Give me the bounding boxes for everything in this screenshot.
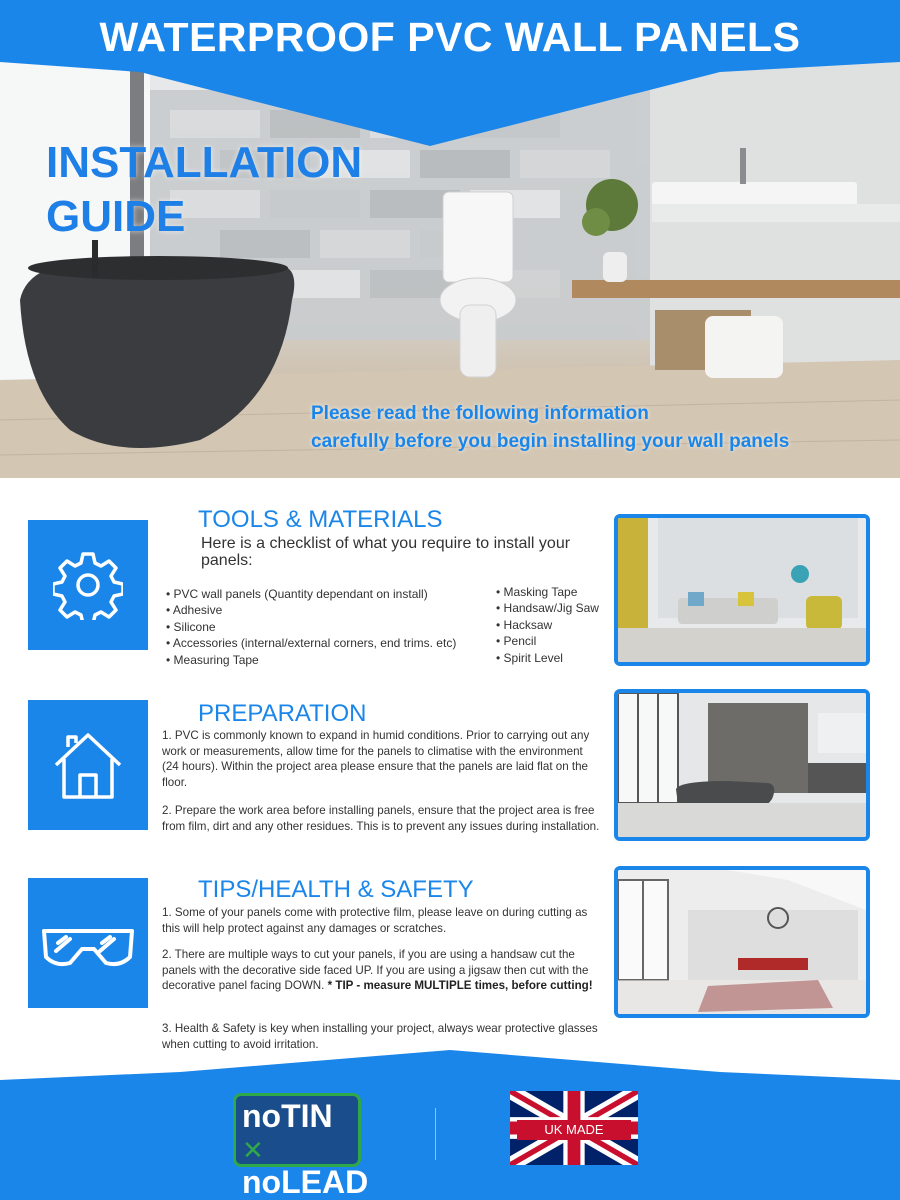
loft-room-photo bbox=[614, 866, 870, 1018]
list-item: • Handsaw/Jig Saw bbox=[496, 600, 599, 616]
list-item: • Measuring Tape bbox=[166, 652, 456, 668]
gear-icon bbox=[53, 550, 123, 620]
tools-list-left bbox=[166, 586, 456, 668]
list-item: • Silicone bbox=[166, 619, 456, 635]
page-title: WATERPROOF PVC WALL PANELS bbox=[99, 14, 801, 60]
tools-title: TOOLS & MATERIALS bbox=[198, 506, 443, 533]
list-item: • Accessories (internal/external corners, end trims. etc) bbox=[166, 635, 456, 651]
hero-note-line1: Please read the following information bbox=[311, 403, 649, 424]
bathroom-photo bbox=[614, 689, 870, 841]
safety-paragraph-3: 3. Health & Safety is key when installing your project, always wear protective glasses when cutting to avoid irritation. bbox=[162, 1022, 598, 1051]
guide-heading-line1: INSTALLATION bbox=[46, 138, 363, 187]
safety-glasses-icon bbox=[40, 913, 136, 973]
loft-room-illustration bbox=[618, 870, 866, 1014]
preparation-icon-box bbox=[28, 700, 148, 830]
uk-made-badge: UK MADE bbox=[517, 1120, 631, 1140]
list-item: • Adhesive bbox=[166, 602, 456, 618]
footer-banner bbox=[0, 1050, 900, 1200]
no-tin-no-lead-logo bbox=[233, 1093, 369, 1200]
hero-note bbox=[311, 400, 789, 456]
safety-tip: * TIP - measure MULTIPLE times, before cutting! bbox=[327, 979, 593, 992]
preparation-title: PREPARATION bbox=[198, 700, 367, 727]
safety-paragraph-2 bbox=[162, 947, 602, 994]
preparation-paragraph-1: 1. PVC is commonly known to expand in humid conditions. Prior to carrying out any work or measurements, allow time for the panels to climatise with the environment (24 hours). Within the project area please ensure that the panels are laid flat on the floor. bbox=[162, 729, 590, 789]
tools-icon-box bbox=[28, 520, 148, 650]
bathroom-interior-illustration bbox=[618, 693, 866, 837]
list-item: • Spirit Level bbox=[496, 650, 599, 666]
guide-heading bbox=[46, 136, 362, 244]
footer-divider bbox=[435, 1108, 436, 1160]
guide-heading-line2: GUIDE bbox=[46, 192, 186, 241]
living-room-illustration bbox=[618, 518, 866, 662]
list-item: • Hacksaw bbox=[496, 617, 599, 633]
logo-line2: noLEAD bbox=[242, 1164, 369, 1200]
list-item: • PVC wall panels (Quantity dependant on install) bbox=[166, 586, 456, 602]
safety-paragraph-2-text: 2. There are multiple ways to cut your panels, if you are using a handsaw cut the panels with the decorative side faced UP. If you are using a jigsaw then cut with the decorative panel facing DOWN. bbox=[162, 948, 589, 992]
list-item: • Pencil bbox=[496, 633, 599, 649]
safety-title: TIPS/HEALTH & SAFETY bbox=[198, 876, 474, 903]
preparation-paragraph-2: 2. Prepare the work area before installing panels, ensure that the project area is free from film, dirt and any other residues. This is to prevent any issues during installation. bbox=[162, 804, 600, 833]
hero-note-line2: carefully before you begin installing your wall panels bbox=[311, 431, 790, 452]
safety-icon-box bbox=[28, 878, 148, 1008]
tools-list-right bbox=[496, 584, 599, 666]
logo-line1: noTIN ✕ bbox=[242, 1098, 333, 1165]
x-icon: ✕ bbox=[242, 1135, 264, 1165]
list-item: • Masking Tape bbox=[496, 584, 599, 600]
safety-paragraph-1: 1. Some of your panels come with protective film, please leave on during cutting as this will help protect against any damages or scratches. bbox=[162, 906, 588, 935]
living-room-photo bbox=[614, 514, 870, 666]
tools-intro: Here is a checklist of what you require to install your panels: bbox=[201, 535, 571, 569]
hero-banner bbox=[0, 0, 900, 478]
house-icon bbox=[50, 727, 126, 803]
